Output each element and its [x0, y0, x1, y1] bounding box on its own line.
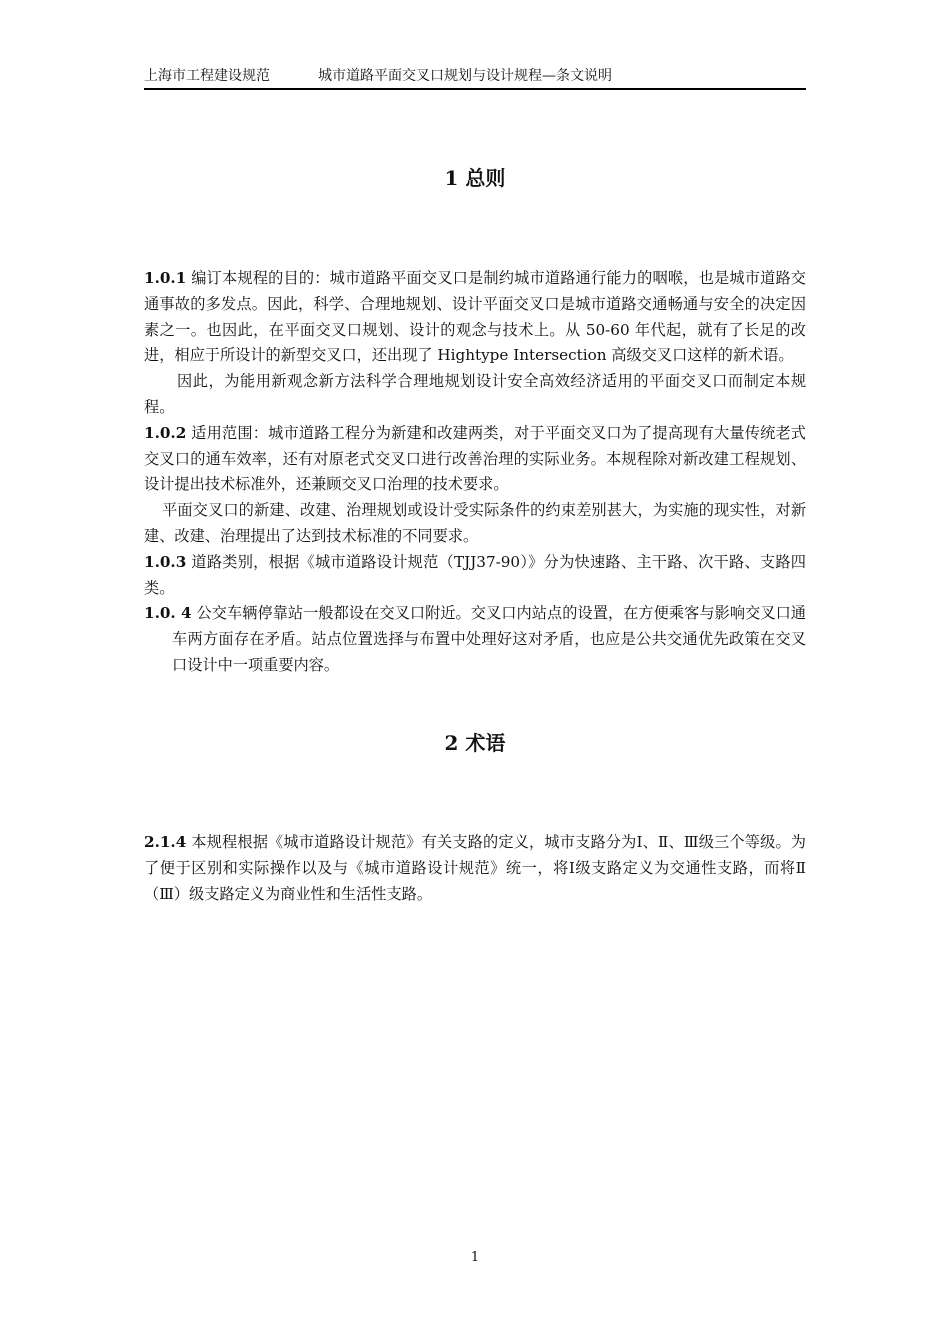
- section-body-terms: [144, 830, 806, 907]
- section-title-terms: 2 术语: [444, 731, 506, 755]
- section-body-general: [144, 266, 806, 679]
- header-spec-name: 上海市工程建设规范: [144, 68, 270, 84]
- paragraph-text: 因此，为能用新观念新方法科学合理地规划设计安全高效经济适用的平面交叉口而制定本规程。: [144, 372, 806, 416]
- section-title-general: 1 总则: [444, 166, 506, 190]
- clause-text: 道路类别，根据《城市道路设计规范（TJJ37-90）》分为快速路、主干路、次干路、支路四类。: [144, 552, 806, 597]
- clause-1-0-3: [144, 550, 806, 602]
- clause-text: 本规程根据《城市道路设计规范》有关支路的定义，城市支路分为Ⅰ、Ⅱ、Ⅲ级三个等级。为了便于区别和实际操作以及与《城市道路设计规范》统一，将Ⅰ级支路定义为交通性支路，而将Ⅱ（Ⅲ）级支路定义为商业性和生活性支路。: [144, 833, 806, 903]
- clause-number: 1.0.2: [144, 423, 187, 442]
- paragraph-purpose-conclusion: [144, 369, 806, 421]
- paragraph-scope-detail: [144, 498, 806, 550]
- clause-text: 公交车辆停靠站一般都设在交叉口附近。交叉口内站点的设置，在方便乘客与影响交叉口通车两方面存在矛盾。站点位置选择与布置中处理好这对矛盾，也应是公共交通优先政策在交叉口设计中一项重要内容。: [172, 604, 806, 674]
- page-number: 1: [470, 1250, 480, 1265]
- page-header: [144, 66, 806, 90]
- clause-number: 1.0.3: [144, 552, 187, 571]
- clause-1-0-1: [144, 266, 806, 369]
- header-document-title: 城市道路平面交叉口规划与设计规程—条文说明: [318, 68, 612, 84]
- clause-2-1-4: [144, 830, 806, 907]
- clause-number: 1.0.1: [144, 269, 187, 287]
- clause-number: 1.0. 4: [144, 604, 192, 623]
- clause-text: 适用范围：城市道路工程分为新建和改建两类，对于平面交叉口为了提高现有大量传统老式交叉口的通车效率，还有对原老式交叉口进行改善治理的实际业务。本规程除对新改建工程规划、设计提出技术标准外，还兼顾交叉口治理的技术要求。: [144, 423, 806, 494]
- clause-number: 2.1.4: [144, 833, 187, 851]
- clause-1-0-2: [144, 421, 806, 498]
- paragraph-text: 平面交叉口的新建、改建、治理规划或设计受实际条件的约束差别甚大，为实施的现实性，对新建、改建、治理提出了达到技术标准的不同要求。: [144, 501, 806, 545]
- clause-text: 编订本规程的目的：城市道路平面交叉口是制约城市道路通行能力的咽喉，也是城市道路交通事故的多发点。因此，科学、合理地规划、设计平面交叉口是城市道路交通畅通与安全的决定因素之一。也因此，在平面交叉口规划、设计的观念与技术上。从 50-60 年代起，就有了长足的改进，相应于所设计的新型交叉口，还出现了 Hightype Intersection 高级交叉口这样的新术语。: [144, 269, 806, 365]
- clause-1-0-4: [144, 601, 806, 678]
